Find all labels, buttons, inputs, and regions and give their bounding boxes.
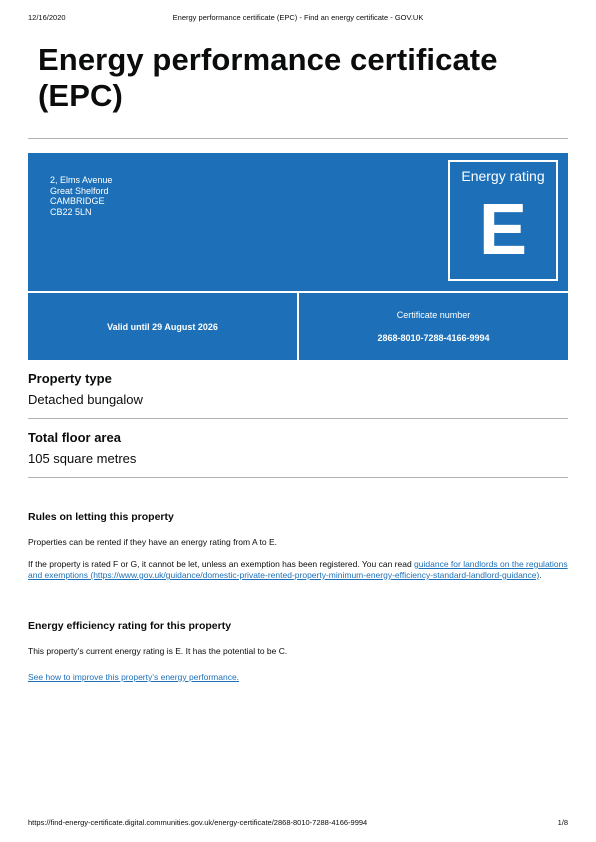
print-date: 12/16/2020: [28, 13, 66, 22]
certificate-number-label: Certificate number: [396, 310, 471, 320]
address-line-1: 2, Elms Avenue: [50, 175, 113, 185]
summary-divider-1: [28, 418, 568, 419]
letting-rules-para-2: [28, 559, 568, 581]
energy-rating-label: Energy rating: [461, 168, 545, 184]
address-line-3: CAMBRIDGE: [50, 196, 105, 206]
certificate-number: 2868-8010-7288-4166-9994: [377, 333, 490, 343]
landlord-guidance-link[interactable]: guidance for landlords on the regulations and exemptions (https://www.gov.uk/guidance/domestic-private-rented-property-minimum-energy-efficiency-standard-landlord-guidance): [28, 559, 568, 580]
print-header: [28, 13, 568, 25]
improve-link-para: [28, 672, 568, 683]
floor-area-value: 105 square metres: [28, 451, 137, 466]
letting-rules-para-2-end: .: [539, 570, 542, 580]
summary-divider-2: [28, 477, 568, 478]
print-page-title: Energy performance certificate (EPC) - Find an energy certificate - GOV.UK: [172, 13, 424, 22]
page-number: 1/8: [557, 818, 568, 827]
letting-rules-heading: Rules on letting this property: [28, 511, 174, 523]
certificate-info: [299, 293, 568, 360]
energy-rating-letter: E: [478, 190, 528, 270]
energy-rating-box: [448, 160, 558, 281]
floor-area-heading: Total floor area: [28, 430, 121, 445]
valid-until-text: Valid until 29 August 2026: [107, 321, 218, 332]
print-footer: [28, 818, 568, 830]
efficiency-rating-para: This property’s current energy rating is E. It has the potential to be C.: [28, 646, 288, 656]
epc-summary-box: [28, 153, 568, 360]
property-type-value: Detached bungalow: [28, 392, 143, 407]
letting-rules-para-1: Properties can be rented if they have an energy rating from A to E.: [28, 537, 278, 547]
address-line-2: Great Shelford: [50, 185, 109, 196]
valid-until: [28, 293, 297, 360]
efficiency-rating-heading: Energy efficiency rating for this property: [28, 620, 232, 632]
title-divider: [28, 138, 568, 139]
page-title: Energy performance certificate (EPC): [38, 42, 498, 113]
print-url: https://find-energy-certificate.digital.communities.gov.uk/energy-certificate/2868-8010-7288-4166-9994: [28, 818, 368, 827]
property-address: [50, 175, 112, 217]
property-type-heading: Property type: [28, 371, 112, 386]
address-line-4: CB22 5LN: [50, 206, 92, 217]
letting-rules-para-2-text: If the property is rated F or G, it cannot be let, unless an exemption has been registered. You can read: [28, 559, 415, 569]
improve-performance-link[interactable]: See how to improve this property’s energy performance.: [28, 672, 240, 682]
